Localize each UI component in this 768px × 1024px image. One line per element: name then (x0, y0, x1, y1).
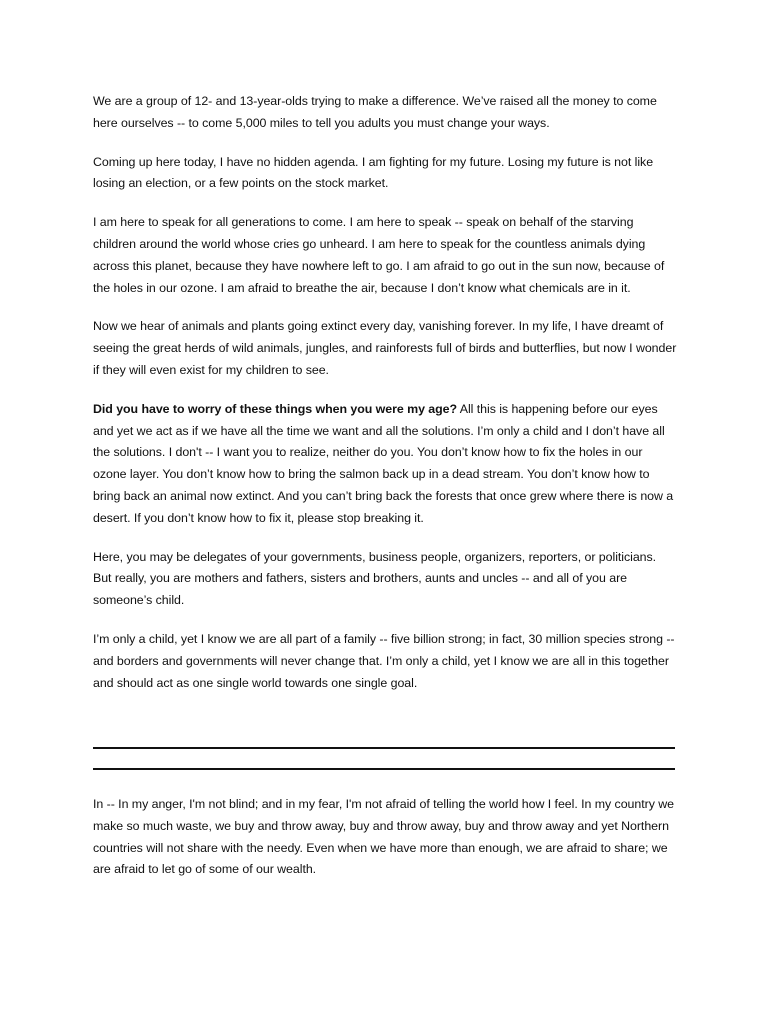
paragraph-3: I am here to speak for all generations to come. I am here to speak -- speak on behalf of the starving children around the world whose cries go unheard. I am here to speak for the countless animals dying across this planet, because they have nowhere left to go. I am afraid to go out in the sun now, because of the holes in our ozone. I am afraid to breathe the air, because I don’t know what chemicals are in it. (93, 215, 665, 295)
paragraph-5-text: All this is happening before our eyes and yet we act as if we have all the time we want and all the solutions. I’m only a child and I don’t have all the solutions. I don't -- I want you to realize, neither do you. You don’t know how to fix the holes in our ozone layer. You don’t know how to bring the salmon back up in a dead stream. You don’t know how to bring back an animal now extinct. And you can’t bring back the forests that once grew where there is now a desert. If you don’t know how to fix it, please stop breaking it. (93, 401, 674, 525)
paragraph-1: We are a group of 12- and 13-year-olds trying to make a difference. We’ve raised all the money to come here ourselves -- to come 5,000 miles to tell you adults you must change your ways. (93, 94, 657, 130)
divider-bottom (93, 768, 675, 770)
speech-body (93, 91, 677, 694)
paragraph-8: In -- In my anger, I'm not blind; and in my fear, I'm not afraid of telling the world how I feel. In my country we make so much waste, we buy and throw away, buy and throw away, buy and throw away and yet Northern countries will not share with the needy. Even when we have more than enough, we are afraid to share; we are afraid to let go of some of our wealth. (93, 797, 674, 877)
paragraph-2: Coming up here today, I have no hidden agenda. I am fighting for my future. Losing my future is not like losing an election, or a few points on the stock market. (93, 154, 654, 191)
paragraph-7: I’m only a child, yet I know we are all part of a family -- five billion strong; in fact, 30 million species strong -- and borders and governments will never change that. I’m only a child, yet I know we are all in this together and should act as one single world towards one single goal. (93, 631, 675, 690)
paragraph-4: Now we hear of animals and plants going extinct every day, vanishing forever. In my life, I have dreamt of seeing the great herds of wild animals, jungles, and rainforests full of birds and butterflies, but now I wonder if they will even exist for my children to see. (93, 319, 677, 377)
paragraph-5-bold-question: Did you have to worry of these things when you were my age? (93, 401, 458, 416)
divider-top (93, 747, 675, 749)
speech-tail (93, 794, 677, 881)
paragraph-6: Here, you may be delegates of your governments, business people, organizers, reporters, or politicians. But really, you are mothers and fathers, sisters and brothers, aunts and uncles -- and all of you are someone’s child. (93, 549, 657, 608)
paragraph-5 (93, 399, 677, 530)
